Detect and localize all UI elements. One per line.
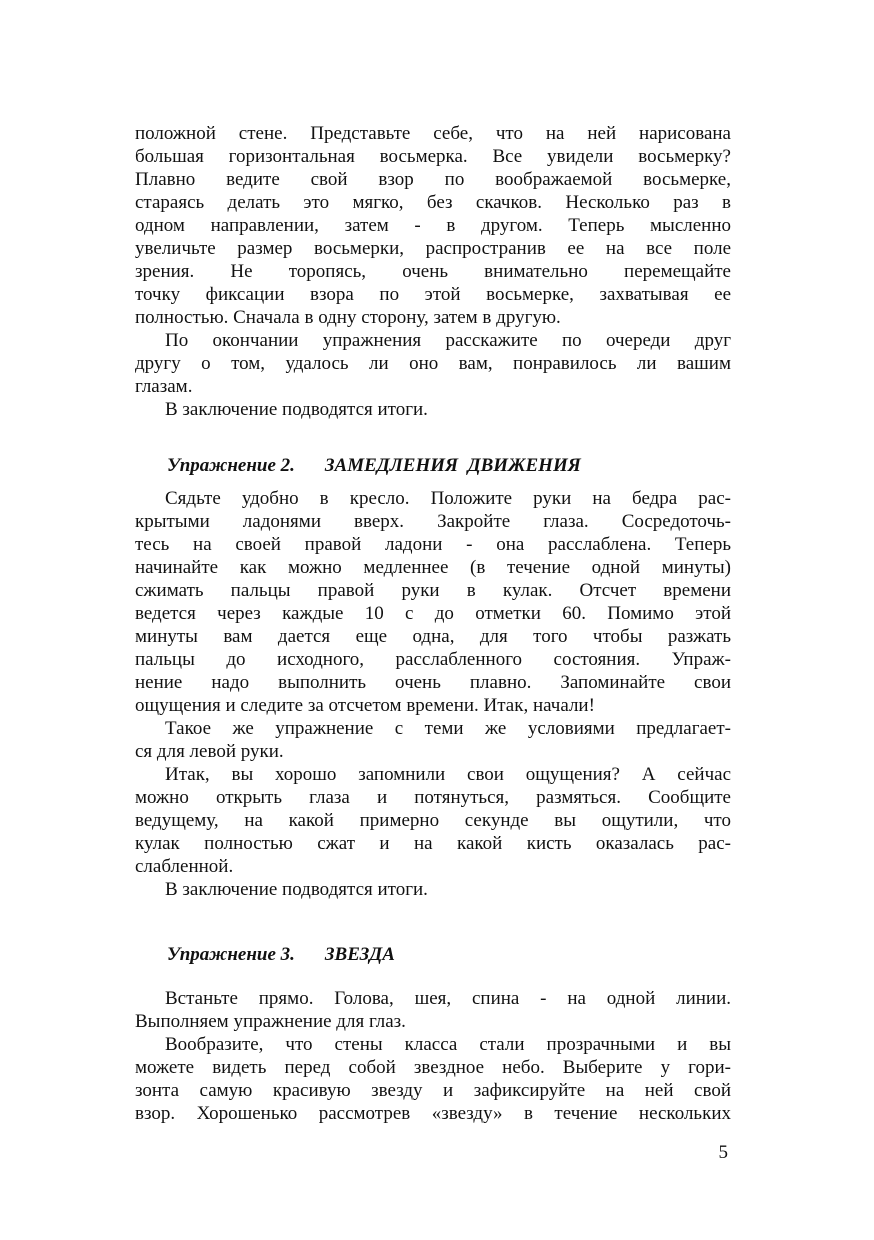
text-line: ся для левой руки. (135, 741, 284, 762)
text-line: В заключение подводятся итоги. (165, 399, 428, 420)
exercise-3-title: ЗВЕЗДА (324, 944, 395, 965)
text-line: слабленной. (135, 856, 234, 877)
text-line: Встаньте прямо. Голова, шея, спина - на одной линии. (165, 988, 731, 1009)
exercise-2-heading (135, 454, 731, 477)
text-line: взор. Хорошенько рассмотрев «звезду» в течение нескольких (135, 1103, 731, 1124)
text-line: Итак, вы хорошо запомнили свои ощущения? А сейчас (165, 764, 731, 785)
text-line: зрения. Не торопясь, очень внимательно перемещайте (135, 261, 731, 282)
text-line: точку фиксации взора по этой восьмерке, захватывая ее (135, 284, 731, 305)
text-line: глазам. (135, 376, 193, 397)
text-line: можете видеть перед собой звездное небо. Выберите у гори- (135, 1057, 731, 1078)
exercise-2-label: Упражнение 2. (167, 455, 295, 476)
text-line: Такое же упражнение с теми же условиями предлагает- (165, 718, 731, 739)
text-line: минуты вам дается еще одна, для того чтобы разжать (135, 626, 731, 647)
text-line: ощущения и следите за отсчетом времени. Итак, начали! (135, 695, 595, 716)
text-line: По окончании упражнения расскажите по очереди друг (165, 330, 731, 351)
exercise-2-title: ЗАМЕДЛЕНИЯ ДВИЖЕНИЯ (324, 455, 581, 476)
text-line: зонта самую красивую звезду и зафиксируйте на ней свой (135, 1080, 731, 1101)
text-line: пальцы до исходного, расслабленного состояния. Упраж- (135, 649, 731, 670)
text-line: начинайте как можно медленнее (в течение одной минуты) (135, 557, 731, 578)
text-line: нение надо выполнить очень плавно. Запоминайте свои (135, 672, 731, 693)
page-content (135, 122, 731, 1164)
exercise-2-text (135, 487, 731, 901)
text-line: Плавно ведите свой взор по воображаемой восьмерке, (135, 169, 731, 190)
text-line: В заключение подводятся итоги. (165, 879, 428, 900)
text-line: увеличьте размер восьмерки, распространив ее на все поле (135, 238, 731, 259)
text-line: одном направлении, затем - в другом. Теперь мысленно (135, 215, 731, 236)
text-line: сжимать пальцы правой руки в кулак. Отсчет времени (135, 580, 731, 601)
page-number: 5 (718, 1142, 728, 1163)
text-line: Выполняем упражнение для глаз. (135, 1011, 406, 1032)
text-line: полностью. Сначала в одну сторону, затем в другую. (135, 307, 561, 328)
section-1-text (135, 122, 731, 421)
text-line: другу о том, удалось ли оно вам, понравилось ли вашим (135, 353, 731, 374)
text-line: ведущему, на какой примерно секунде вы ощутили, что (135, 810, 731, 831)
exercise-3-label: Упражнение 3. (167, 944, 295, 965)
exercise-3-text (135, 987, 731, 1125)
text-line: Сядьте удобно в кресло. Положите руки на бедра рас- (165, 488, 731, 509)
text-line: крытыми ладонями вверх. Закройте глаза. Сосредоточь- (135, 511, 731, 532)
text-line: тесь на своей правой ладони - она расслаблена. Теперь (135, 534, 731, 555)
exercise-3-heading (135, 943, 731, 966)
text-line: положной стене. Представьте себе, что на ней нарисована (135, 123, 731, 144)
text-line: кулак полностью сжат и на какой кисть оказалась рас- (135, 833, 731, 854)
text-line: Вообразите, что стены класса стали прозрачными и вы (165, 1034, 731, 1055)
text-line: стараясь делать это мягко, без скачков. Несколько раз в (135, 192, 731, 213)
text-line: большая горизонтальная восьмерка. Все увидели восьмерку? (135, 146, 731, 167)
text-line: можно открыть глаза и потянуться, размяться. Сообщите (135, 787, 731, 808)
text-line: ведется через каждые 10 с до отметки 60. Помимо этой (135, 603, 731, 624)
